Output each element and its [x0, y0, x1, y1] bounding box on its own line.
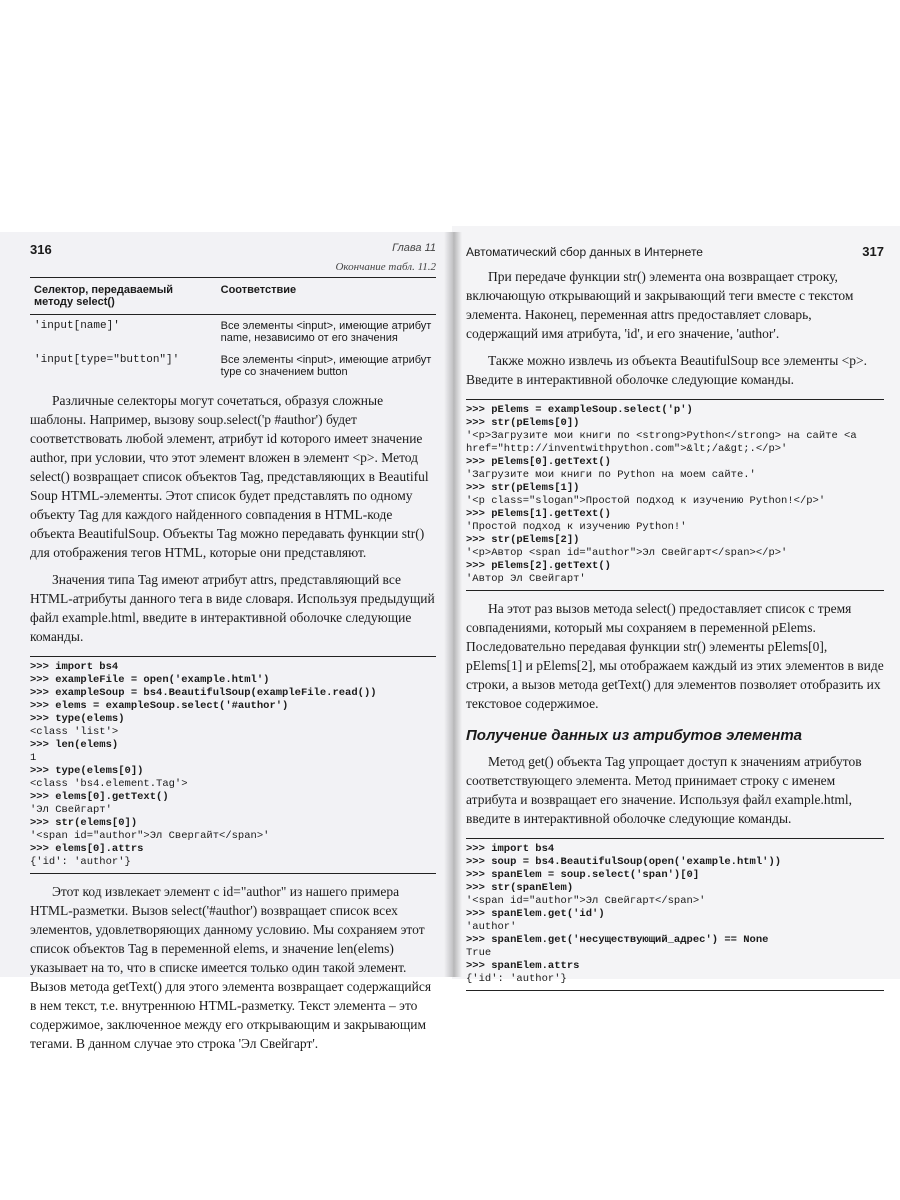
code-line: 'Простой подход к изучению Python!' [466, 521, 687, 533]
code-line: True [466, 947, 492, 959]
code-line: 1 [30, 752, 37, 764]
code-line: '<span id="author">Эл Свергайт</span>' [30, 830, 270, 842]
paragraph: Метод get() объекта Tag упрощает доступ к значениям атрибутов соответствующего элемента. Метод принимает строку с именем атрибута и возвращает его значение. Используя файл example.html, введите в интерактивной оболочке следующие команды. [466, 754, 862, 826]
code-line: '<p>Автор <span id="author">Эл Свейгарт</span></p>' [466, 547, 788, 559]
code-line: >>> exampleSoup = bs4.BeautifulSoup(exampleFile.read()) [30, 687, 377, 699]
code-line: >>> elems = exampleSoup.select('#author') [30, 700, 289, 712]
code-line: >>> soup = bs4.BeautifulSoup(open('example.html')) [466, 856, 782, 868]
section-title: Получение данных из атрибутов элемента [466, 727, 803, 744]
code-line: >>> str(pElems[1]) [466, 482, 580, 494]
code-line: >>> spanElem.attrs [466, 960, 580, 972]
code-line: 'Автор Эл Свейгарт' [466, 573, 586, 585]
code-block-right-1 [466, 399, 884, 591]
table-header-row [30, 278, 436, 315]
paragraph: Значения типа Tag имеют атрибут attrs, представляющий все HTML-атрибуты данного тега в виде словаря. Используя предыдущий файл example.html, введите в интерактивной оболочке следующие команды. [30, 572, 435, 644]
code-line: >>> exampleFile = open('example.html') [30, 674, 270, 686]
code-line: '<p>Загрузите мои книги по <strong>Python</strong> на сайте <a [466, 430, 857, 442]
book-gutter [444, 232, 462, 977]
code-line: >>> import bs4 [30, 661, 119, 673]
code-line: '<p class="slogan">Простой подход к изучению Python!</p>' [466, 495, 826, 507]
code-line: >>> len(elems) [30, 739, 119, 751]
code-line: >>> str(pElems[2]) [466, 534, 580, 546]
code-line: 'Эл Свейгарт' [30, 804, 112, 816]
code-line: >>> type(elems) [30, 713, 125, 725]
running-title: Автоматический сбор данных в Интернете [466, 245, 703, 259]
code-line: 'author' [466, 921, 517, 933]
code-line: >>> pElems[2].getText() [466, 560, 611, 572]
left-running-head [30, 242, 436, 257]
page-number-left: 316 [30, 242, 52, 257]
code-line: {'id': 'author'} [466, 973, 567, 985]
table-header-match: Соответствие [217, 278, 436, 315]
page-number-right: 317 [862, 244, 884, 259]
code-block-left [30, 656, 436, 874]
chapter-label: Глава 11 [392, 242, 436, 254]
table-header-selector: Селектор, передаваемый методу select() [30, 278, 217, 315]
right-running-head [466, 244, 884, 259]
table-cell-selector: 'input[name]' [34, 320, 120, 332]
code-line: >>> str(elems[0]) [30, 817, 138, 829]
code-line: {'id': 'author'} [30, 856, 131, 868]
code-line: >>> type(elems[0]) [30, 765, 144, 777]
table-cell-selector: 'input[type="button"]' [34, 354, 180, 366]
code-line: >>> import bs4 [466, 843, 555, 855]
right-page [452, 226, 900, 985]
paragraph: Также можно извлечь из объекта BeautifulSoup все элементы <p>. Введите в интерактивной оболочке следующие команды. [466, 353, 868, 387]
selector-table [30, 277, 436, 383]
code-line: 'Загрузите мои книги по Python на моем сайте.' [466, 469, 756, 481]
paragraph: Различные селекторы могут сочетаться, образуя сложные шаблоны. Например, вызову soup.select('p #author') будет соответствовать любой элемент, атрибут id которого имеет значение author, при условии, что этот элемент вложен в элемент <p>. Метод select() возвращает список объектов Tag, представляющих в Beautiful Soup HTML-элементы. Этот список будет представлять по одному объекту Tag для каждого найденного совпадения в HTML-коде объекта BeautifulSoup. Объекты Tag можно передавать функции str() для отображения тегов HTML, которые они представляют. [30, 393, 429, 560]
code-line: >>> pElems[0].getText() [466, 456, 611, 468]
left-page [0, 232, 452, 1051]
code-line: >>> spanElem.get('несуществующий_адрес') == None [466, 934, 769, 946]
paragraph: При передаче функции str() элемента она возвращает строку, включающую открывающий и закрывающий теги вместе с текстом элемента. Наконец, переменная attrs предоставляет словарь, содержащий имя атрибута, 'id', и его значение, 'author'. [466, 269, 854, 341]
code-line: >>> str(spanElem) [466, 882, 574, 894]
table-note: Окончание табл. 11.2 [335, 261, 436, 273]
table-row [30, 315, 436, 350]
code-line: <class 'bs4.element.Tag'> [30, 778, 188, 790]
code-line: >>> spanElem.get('id') [466, 908, 605, 920]
code-line: <class 'list'> [30, 726, 119, 738]
table-row [30, 349, 436, 383]
table-cell-match: Все элементы <input>, имеющие атрибут type со значением button [220, 354, 432, 378]
table-cell-match: Все элементы <input>, имеющие атрибут name, независимо от его значения [220, 320, 432, 344]
code-line: >>> pElems = exampleSoup.select('p') [466, 404, 693, 416]
code-line: >>> elems[0].attrs [30, 843, 144, 855]
code-line: '<span id="author">Эл Свейгарт</span>' [466, 895, 706, 907]
code-line: >>> elems[0].getText() [30, 791, 169, 803]
code-line: >>> str(pElems[0]) [466, 417, 580, 429]
paragraph: На этот раз вызов метода select() предоставляет список с тремя совпадениями, который мы сохраняем в переменной pElems. Последовательно передавая функции str() элементы pElems[0], pElems[1] и pElems[2], мы отображаем каждый из этих элементов в виде строки, а вызов метода getText() для элементов позволяет отобразить их текстовое содержимое. [466, 601, 884, 711]
code-line: >>> pElems[1].getText() [466, 508, 611, 520]
code-line: >>> spanElem = soup.select('span')[0] [466, 869, 700, 881]
code-line: href="http://inventwithpython.com">&lt;/a&gt;.</p>' [466, 443, 788, 455]
paragraph: Этот код извлекает элемент с id="author" из нашего примера HTML-разметки. Вызов select('#author') возвращает список всех элементов, удовлетворяющих данному условию. Мы сохраняем этот список объектов Tag в переменной elems, и значение len(elems) указывает на то, что в списке имеется только один такой элемент. Вызов метода getText() для этого элемента возвращает содержащийся в нем текст, т.е. внутреннюю HTML-разметку. Текст элемента – это содержимое, заключенное между его открывающим и закрывающим тегами. В данном случае это строка 'Эл Свейгарт'. [30, 884, 432, 1051]
code-block-right-2 [466, 838, 884, 991]
